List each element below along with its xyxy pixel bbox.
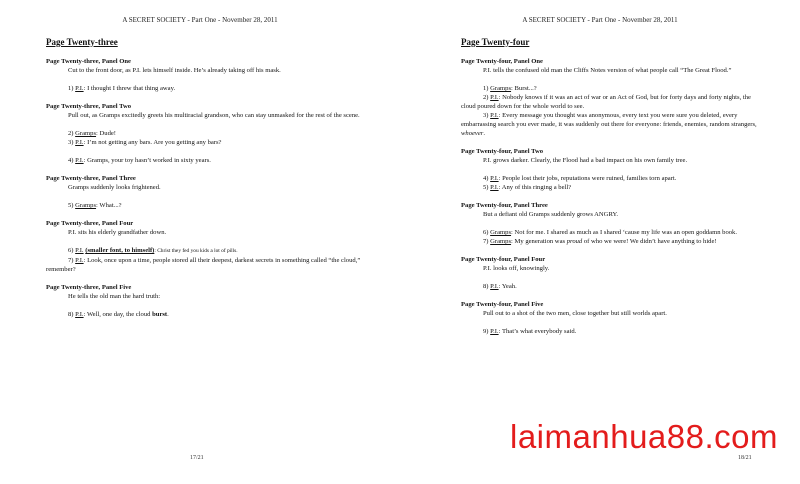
panel-three (46, 174, 366, 210)
panel-description: P.I. tells the confused old man the Cliffs Notes version of what people call “The Great Flood.” (483, 67, 732, 74)
speaker: P.I. (75, 139, 84, 146)
page-number: 18/21 (738, 455, 752, 461)
dialogue-line: 2) P.I.: Nobody knows if it was an act of war or an Act of God, but for forty days and forty nights, the cloud poured down for the whole world to see. (461, 94, 751, 110)
dialogue-line: 3) P.I.: Every message you thought was anonymous, every text you were sure you deleted, every embarrassing search you ever made, it was suddenly out there for everyone: friends, enemies, random strangers, whoever. (461, 112, 757, 137)
panel-one (461, 57, 761, 138)
dialogue-line: 6) P.I. (smaller font, to himself): Christ they fed you kids a lot of pills. (68, 247, 238, 254)
parenthetical: (smaller font, to himself) (85, 247, 155, 254)
panel-five (46, 283, 366, 319)
panel-five (461, 300, 761, 336)
dialogue-line: 2) Gramps: Dude! (68, 130, 117, 137)
page-header: A SECRET SOCIETY - Part One - November 28, 2011 (522, 16, 678, 24)
script-content (46, 38, 366, 328)
dialogue-line: 9) P.I.: That’s what everybody said. (483, 328, 577, 335)
panel-heading: Page Twenty-three, Panel Four (46, 220, 134, 227)
panel-heading: Page Twenty-three, Panel Three (46, 175, 136, 182)
panel-description: Cut to the front door, as P.I. lets himself inside. He’s already taking off his mask. (68, 67, 281, 74)
dialogue-line: 4) P.I.: People lost their jobs, reputations were ruined, families torn apart. (483, 175, 677, 182)
dialogue-line: 8) P.I.: Yeah. (483, 283, 517, 290)
panel-heading: Page Twenty-four, Panel Four (461, 256, 546, 263)
panel-two (46, 102, 366, 165)
speaker: Gramps (490, 85, 512, 92)
speaker: Gramps (75, 130, 97, 137)
speaker: P.I. (490, 184, 499, 191)
page-title: Page Twenty-three (46, 37, 118, 47)
dialogue-line: 3) P.I.: I’m not getting any bars. Are you getting any bars? (68, 139, 222, 146)
dialogue-line: 4) P.I.: Gramps, your toy hasn’t worked in sixty years. (68, 157, 211, 164)
panel-description: Pull out, as Gramps excitedly greets his multiracial grandson, who can stay unmasked for the rest of the scene. (68, 112, 360, 119)
speaker: Gramps (490, 229, 512, 236)
speaker: P.I. (75, 157, 84, 164)
speaker: P.I. (490, 283, 499, 290)
panel-description: P.I. sits his elderly grandfather down. (68, 229, 167, 236)
panel-three (461, 201, 761, 246)
panel-description: Gramps suddenly looks frightened. (68, 184, 161, 191)
dialogue-line: 6) Gramps: Not for me. I shared as much as I shared ‘cause my life was an open goddamn book. (483, 229, 737, 236)
speaker: P.I. (490, 328, 499, 335)
panel-heading: Page Twenty-four, Panel Three (461, 202, 548, 209)
dialogue-line: 5) Gramps: What...? (68, 202, 122, 209)
speaker: P.I. (75, 257, 84, 264)
panel-heading: Page Twenty-four, Panel Two (461, 148, 544, 155)
panel-description: But a defiant old Gramps suddenly grows ANGRY. (483, 211, 619, 218)
panel-four (46, 219, 366, 274)
dialogue-line: 8) P.I.: Well, one day, the cloud burst. (68, 311, 169, 318)
panel-description: P.I. grows darker. Clearly, the Flood had a bad impact on his own family tree. (483, 157, 688, 164)
panel-heading: Page Twenty-three, Panel Five (46, 284, 132, 291)
page-header: A SECRET SOCIETY - Part One - November 28, 2011 (122, 16, 278, 24)
panel-heading: Page Twenty-three, Panel Two (46, 103, 132, 110)
speaker: P.I. (75, 247, 84, 254)
panel-description: P.I. looks off, knowingly. (483, 265, 550, 272)
panel-description: He tells the old man the hard truth: (68, 293, 161, 300)
panel-four (461, 255, 761, 291)
page-title: Page Twenty-four (461, 37, 530, 47)
speaker: Gramps (75, 202, 97, 209)
speaker: P.I. (490, 175, 499, 182)
dialogue-line: 1) P.I.: I thought I threw that thing away. (68, 85, 176, 92)
site-watermark: laimanhua88.com (510, 418, 778, 455)
page-number: 17/21 (190, 455, 204, 461)
panel-heading: Page Twenty-four, Panel Five (461, 301, 544, 308)
panel-two (461, 147, 761, 192)
dialogue-line: 1) Gramps: Burst...? (483, 85, 537, 92)
speaker: Gramps (490, 238, 512, 245)
speaker: P.I. (490, 112, 499, 119)
panel-heading: Page Twenty-three, Panel One (46, 58, 131, 65)
speaker: P.I. (75, 311, 84, 318)
right-page (400, 0, 800, 484)
speaker: P.I. (75, 85, 84, 92)
dialogue-line: 7) P.I.: Look, once upon a time, people stored all their deepest, darkest secrets in something called “the cloud,” remember? (46, 257, 361, 273)
dialogue-line: 7) Gramps: My generation was proud of who we were! We didn’t have anything to hide! (483, 238, 717, 245)
panel-one (46, 57, 366, 93)
panel-heading: Page Twenty-four, Panel One (461, 58, 543, 65)
dialogue-line: 5) P.I.: Any of this ringing a bell? (483, 184, 572, 191)
script-content (461, 38, 761, 345)
speaker: P.I. (490, 94, 499, 101)
panel-description: Pull out to a shot of the two men, close together but still worlds apart. (483, 310, 667, 317)
